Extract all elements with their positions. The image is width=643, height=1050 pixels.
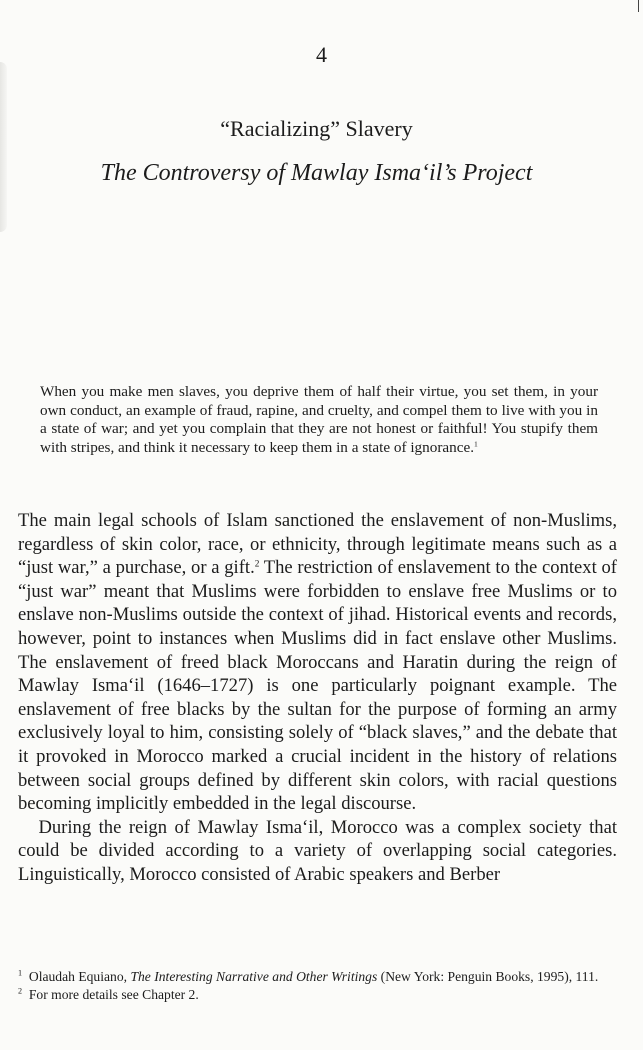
- body-text: [18, 509, 617, 887]
- footnote-2: [18, 986, 617, 1004]
- footnote-marker: 2: [18, 985, 23, 995]
- chapter-title: “Racializing” Slavery: [220, 116, 413, 141]
- footnote-ref-1: 1: [474, 439, 478, 449]
- chapter-number: 4: [316, 42, 327, 67]
- footnote-author: Olaudah Equiano,: [28, 969, 131, 984]
- footnote-ref-2: 2: [254, 559, 260, 570]
- footnote-work-title: The Interesting Narrative and Other Writings: [130, 969, 378, 984]
- chapter-subtitle: The Controversy of Mawlay Isma‘il’s Project: [100, 160, 533, 186]
- paragraph-1-text-b: The restriction of enslavement to the context of “just war” meant that Muslims were forbidden to enslave free Muslims or to enslave non-Muslims outside the context of jihad. Historical events and records, however, point to instances when Muslims did in fact enslave other Muslims. The enslavement of freed black Moroccans and Haratin during the reign of Mawlay Isma‘il (1646–1727) is one particularly poignant example. The enslavement of free blacks by the sultan for the purpose of forming an army exclusively loyal to him, consisting solely of “black slaves,” and the debate that it provoked in Morocco marked a crucial incident in the history of relations between social groups defined by different skin colors, with racial questions becoming implicitly embedded in the legal discourse.: [18, 557, 617, 815]
- footnote-1: [18, 968, 617, 986]
- paragraph-1-text-a: The main legal schools of Islam sanctioned the enslavement of non-Muslims, regardless of skin color, race, or ethnicity, through legitimate means such as a “just war,” a purchase, or a gift.: [18, 510, 617, 579]
- paragraph-1: [18, 509, 617, 816]
- footnotes: [18, 968, 617, 1003]
- page-edge-shadow: [0, 62, 7, 232]
- footnote-marker: 1: [18, 968, 23, 978]
- paragraph-2: During the reign of Mawlay Isma‘il, Morocco was a complex society that could be divided according to a variety of overlapping social categories. Linguistically, Morocco consisted of Arabic speakers and Berber: [18, 816, 617, 885]
- epigraph: [40, 383, 598, 457]
- epigraph-text: When you make men slaves, you deprive them of half their virtue, you set them, in your own conduct, an example of fraud, rapine, and cruelty, and compel them to live with you in a state of war; and yet you complain that they are not honest or faithful! You stupify them with stripes, and think it necessary to keep them in a state of ignorance.: [40, 383, 598, 456]
- page-edge-mark: [638, 0, 639, 12]
- footnote-publication: (New York: Penguin Books, 1995), 111.: [377, 969, 599, 984]
- footnote-text: For more details see Chapter 2.: [28, 986, 199, 1002]
